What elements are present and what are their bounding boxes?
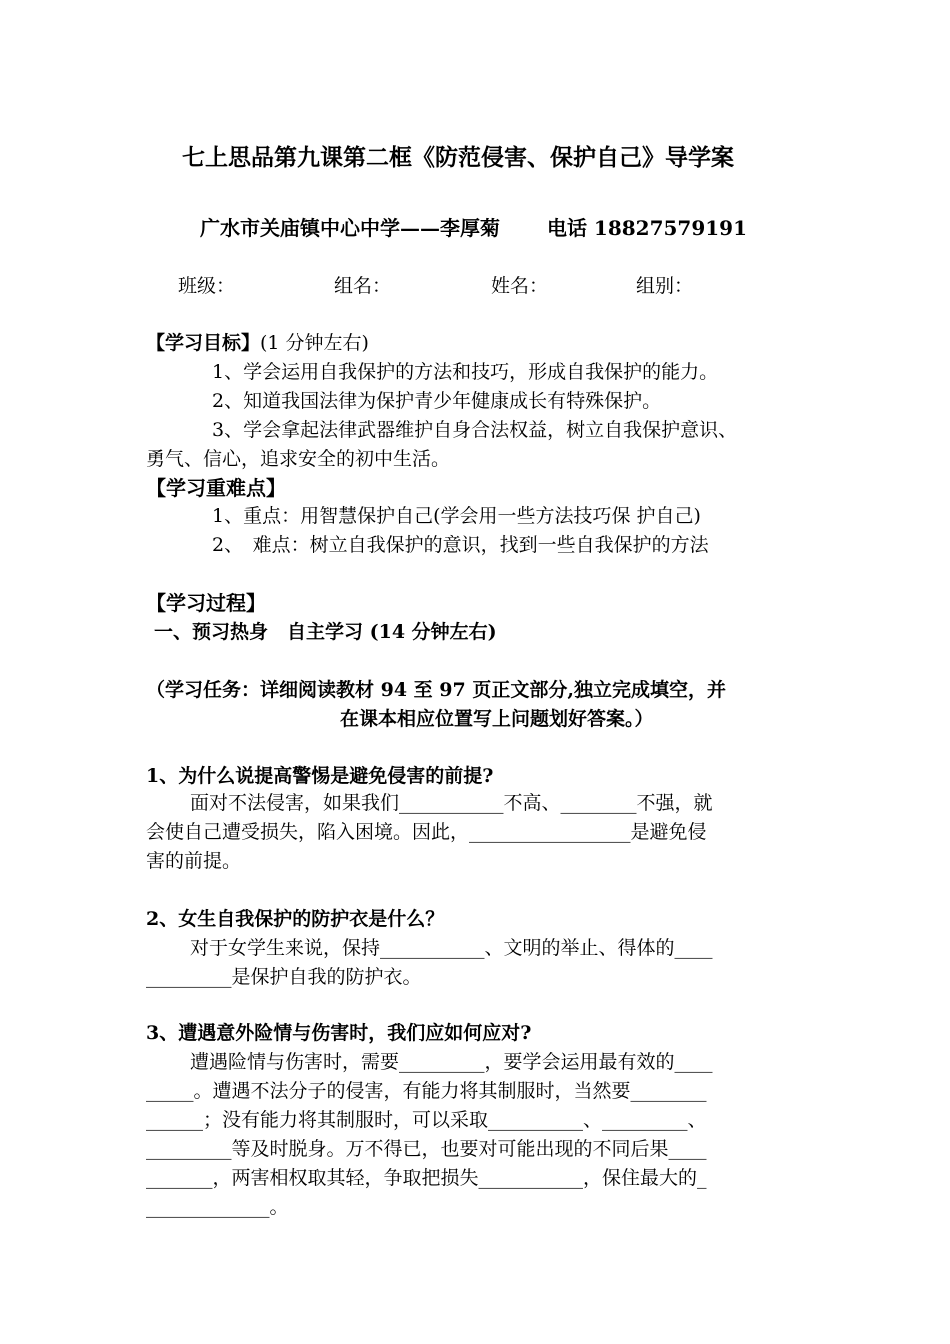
key-point-item: 2、 难点：树立自我保护的意识，找到一些自我保护的方法 bbox=[212, 534, 709, 556]
goal-item: 3、学会拿起法律武器维护自身合法权益，树立自我保护意识、 bbox=[212, 419, 738, 441]
question-text: 害的前提。 bbox=[146, 850, 242, 872]
group-label: 组名： bbox=[334, 275, 392, 297]
name-label: 姓名： bbox=[491, 275, 549, 297]
question-text: _________是保护自我的防护衣。 bbox=[146, 966, 422, 988]
goals-heading-label: 【学习目标】 bbox=[146, 332, 261, 354]
goals-heading bbox=[146, 329, 369, 357]
question-title: 3、遭遇意外险情与伤害时，我们应如何应对? bbox=[146, 1022, 532, 1044]
question-text: _______，两害相权取其轻，争取把损失___________，保住最大的_ bbox=[146, 1167, 707, 1189]
key-point-item: 1、重点：用智慧保护自己(学会用一些方法技巧保 护自己) bbox=[212, 505, 701, 527]
question-text: 对于女学生来说，保持___________、文明的举止、得体的____ bbox=[190, 937, 713, 959]
task-instruction-continued: 在课本相应位置写上问题划好答案。） bbox=[340, 708, 654, 730]
question-title: 2、女生自我保护的防护衣是什么？ bbox=[146, 908, 445, 930]
goal-item-continued: 勇气、信心，追求安全的初中生活。 bbox=[146, 448, 451, 470]
document-title: 七上思品第九课第二框《防范侵害、保护自己》导学案 bbox=[182, 144, 734, 171]
question-text: 遭遇险情与伤害时，需要_________，要学会运用最有效的____ bbox=[190, 1051, 713, 1073]
goal-item: 1、学会运用自我保护的方法和技巧，形成自我保护的能力。 bbox=[212, 361, 719, 383]
question-text: ______；没有能力将其制服时，可以采取__________、_________、 bbox=[146, 1109, 707, 1131]
question-text: _________等及时脱身。万不得已，也要对可能出现的不同后果____ bbox=[146, 1138, 707, 1160]
key-points-heading: 【学习重难点】 bbox=[146, 476, 286, 500]
class-label: 班级： bbox=[178, 275, 236, 297]
process-heading: 【学习过程】 bbox=[146, 591, 266, 615]
question-text: _____________。 bbox=[146, 1196, 289, 1218]
section-heading: 一、预习热身 自主学习 (14 分钟左右) bbox=[154, 621, 497, 643]
category-label: 组别： bbox=[636, 275, 694, 297]
question-text: 面对不法侵害，如果我们___________不高、________不强，就 bbox=[190, 792, 713, 814]
goal-item: 2、知道我国法律为保护青少年健康成长有特殊保护。 bbox=[212, 390, 662, 412]
goals-heading-time: (1 分钟左右) bbox=[260, 332, 369, 354]
question-text: _____。遭遇不法分子的侵害，有能力将其制服时，当然要________ bbox=[146, 1080, 707, 1102]
task-instruction: （学习任务：详细阅读教材 94 至 97 页正文部分,独立完成填空，并 bbox=[146, 679, 726, 701]
question-text: 会使自己遭受损失，陷入困境。因此，_________________是避免侵 bbox=[146, 821, 707, 843]
question-title: 1、为什么说提高警惕是避免侵害的前提? bbox=[146, 765, 494, 787]
author-line: 广水市关庙镇中心中学——李厚菊 电话 18827579191 bbox=[200, 216, 748, 240]
